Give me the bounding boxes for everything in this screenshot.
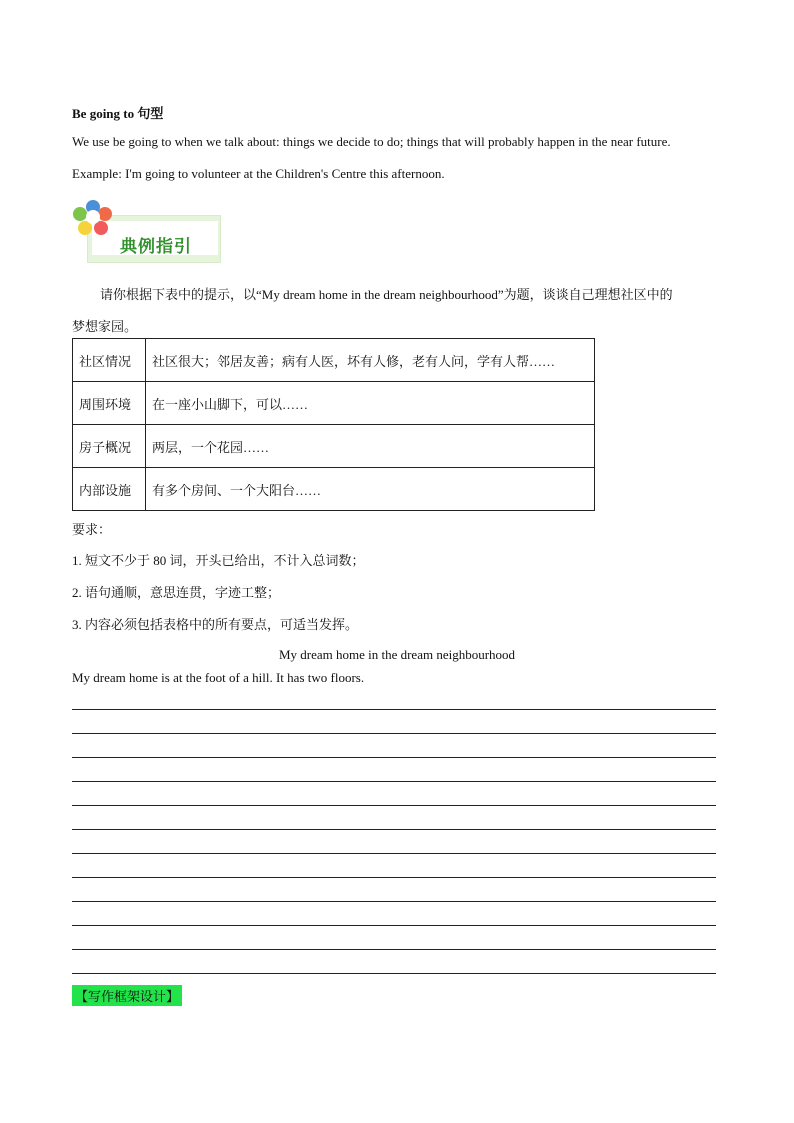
prompt-line-2: 梦想家园。 [72, 319, 138, 334]
table-value-cell: 社区很大；邻居友善；病有人医，坏有人修，老有人问，学有人帮…… [146, 339, 595, 382]
hint-table [72, 338, 595, 511]
requirements-heading: 要求： [72, 522, 112, 537]
writing-line[interactable] [72, 757, 716, 758]
writing-line[interactable] [72, 781, 716, 782]
table-row [73, 468, 595, 511]
essay-opening: My dream home is at the foot of a hill. It has two floors. [72, 670, 365, 685]
writing-line[interactable] [72, 877, 716, 878]
table-key-cell: 房子概况 [73, 425, 146, 468]
writing-line[interactable] [72, 733, 716, 734]
writing-line[interactable] [72, 949, 716, 950]
writing-line[interactable] [72, 925, 716, 926]
table-key-cell: 周围环境 [73, 382, 146, 425]
requirement-item: 3. 内容必须包括表格中的所有要点，可适当发挥。 [72, 617, 359, 632]
table-row [73, 425, 595, 468]
grammar-example: Example: I'm going to volunteer at the Children's Centre this afternoon. [72, 166, 445, 181]
flower-icon [72, 198, 116, 242]
writing-line[interactable] [72, 805, 716, 806]
requirement-item: 2. 语句通顺，意思连贯，字迹工整； [72, 585, 281, 600]
writing-line[interactable] [72, 853, 716, 854]
table-value-cell: 有多个房间、一个大阳台…… [146, 468, 595, 511]
table-key-cell: 内部设施 [73, 468, 146, 511]
essay-title: My dream home in the dream neighbourhood [278, 647, 516, 662]
grammar-title: Be going to 句型 [72, 106, 164, 121]
table-row [73, 339, 595, 382]
writing-line[interactable] [72, 829, 716, 830]
writing-line[interactable] [72, 709, 716, 710]
writing-line[interactable] [72, 901, 716, 902]
section-badge [72, 198, 226, 270]
writing-line[interactable] [72, 973, 716, 974]
table-row [73, 382, 595, 425]
table-value-cell: 两层，一个花园…… [146, 425, 595, 468]
table-value-cell: 在一座小山脚下，可以…… [146, 382, 595, 425]
prompt-line-1: 请你根据下表中的提示，以“My dream home in the dream neighbourhood”为题，谈谈自己理想社区中的 [100, 287, 673, 302]
badge-title: 典例指引 [120, 237, 192, 257]
writing-frame-label: 【写作框架设计】 [72, 985, 182, 1006]
table-key-cell: 社区情况 [73, 339, 146, 382]
grammar-rule: We use be going to when we talk about: things we decide to do; things that will probably happen in the near future. [72, 134, 671, 149]
requirement-item: 1. 短文不少于 80 词，开头已给出，不计入总词数； [72, 553, 365, 568]
